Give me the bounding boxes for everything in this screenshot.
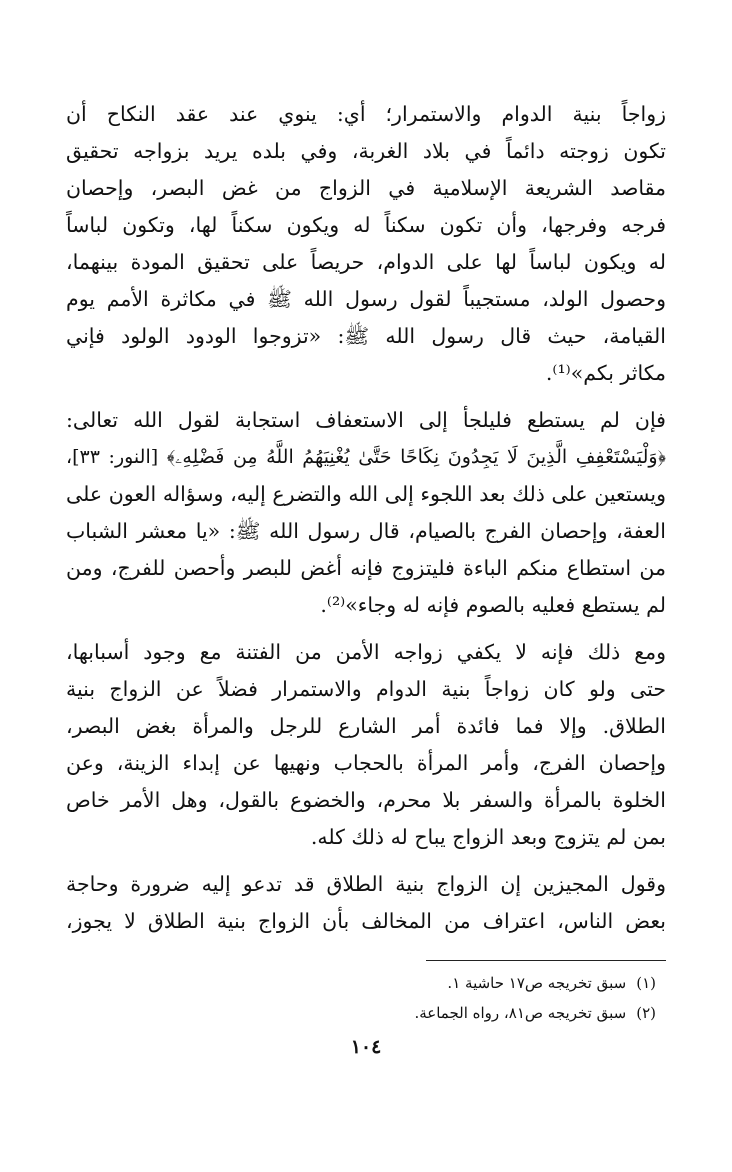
footnote-1	[66, 968, 656, 998]
text-line: وإحصان الفرج، وأمر المرأة بالحجاب ونهيها عن إبداء الزينة، وعن	[66, 751, 666, 775]
main-text	[66, 96, 666, 940]
text-line: ويستعين على ذلك بعد اللجوء إلى الله والتضرع إليه، وسؤاله العون على	[66, 482, 666, 506]
footnote-text: سبق تخريجه ص١٧ حاشية ١.	[447, 974, 627, 992]
text-line: لم يستطع فعليه بالصوم فإنه له وجاء»⁽²⁾.	[320, 593, 666, 617]
text-line: من استطاع منكم الباءة فليتزوج فإنه أغض للبصر وأحصن للفرج، ومن	[66, 556, 666, 580]
text-line: ومع ذلك فإنه لا يكفي زواجه الأمن من الفتنة مع وجود أسبابها،	[66, 640, 666, 664]
text-line: بمن لم يتزوج وبعد الزواج يباح له ذلك كله.	[310, 825, 666, 849]
text-line: فرجه وفرجها، وأن تكون سكناً له ويكون سكناً لها، وتكون لباساً	[66, 213, 666, 237]
paragraph-1	[66, 96, 666, 392]
text-line: الطلاق. وإلا فما فائدة أمر الشارع للرجل والمرأة بغض البصر،	[66, 714, 666, 738]
text-line: الخلوة بالمرأة والسفر بلا محرم، والخضوع بالقول، وهل الأمر خاص	[66, 788, 666, 812]
text-line: مكاثر بكم»⁽¹⁾.	[545, 361, 666, 385]
footnote-number: (١)	[636, 974, 656, 992]
text-line: بعض الناس، اعتراف من المخالف بأن الزواج بنية الطلاق لا يجوز،	[66, 909, 666, 933]
text-line: حتى ولو كان زواجاً بنية الدوام والاستمرار فضلاً عن الزواج بنية	[66, 677, 666, 701]
page-number: ١٠٤	[350, 1036, 382, 1058]
text-line: له ويكون لباساً لها على الدوام، حريصاً على تحقيق المودة بينهما،	[66, 250, 666, 274]
footnote-2	[66, 998, 656, 1028]
text-line: القيامة، حيث قال رسول الله ﷺ: «تزوجوا الودود الولود فإني	[66, 324, 666, 348]
paragraph-4	[66, 866, 666, 940]
paragraph-2	[66, 402, 666, 624]
text-line: وقول المجيزين إن الزواج بنية الطلاق قد تدعو إليه ضرورة وحاجة	[66, 872, 666, 896]
text-line: العفة، وإحصان الفرج بالصيام، قال رسول الله ﷺ: «يا معشر الشباب	[66, 519, 666, 543]
text-line: فإن لم يستطع فليلجأ إلى الاستعفاف استجابة لقول الله تعالى:	[66, 408, 666, 432]
quran-verse-line: ﴿وَلْيَسْتَعْفِفِ الَّذِينَ لَا يَجِدُونَ نِكَاحًا حَتَّىٰ يُغْنِيَهُمُ اللَّهُ مِن فَضْلِهِۦ﴾ [النور: ٣٣]،	[66, 446, 666, 468]
footnote-divider	[426, 960, 666, 961]
footnote-number: (٢)	[636, 1004, 656, 1022]
text-line: مقاصد الشريعة الإسلامية في الزواج من غض البصر، وإحصان	[66, 176, 666, 200]
paragraph-3	[66, 634, 666, 856]
text-line: وحصول الولد، مستجيباً لقول رسول الله ﷺ في مكاثرة الأمم يوم	[66, 287, 666, 311]
text-line: تكون زوجته دائماً في بلاد الغربة، وفي بلده يريد بزواجه تحقيق	[66, 139, 666, 163]
text-line: زواجاً بنية الدوام والاستمرار؛ أي: ينوي عند عقد النكاح أن	[66, 102, 666, 126]
footnotes	[66, 968, 656, 1028]
footnote-text: سبق تخريجه ص٨١، رواه الجماعة.	[414, 1004, 627, 1022]
